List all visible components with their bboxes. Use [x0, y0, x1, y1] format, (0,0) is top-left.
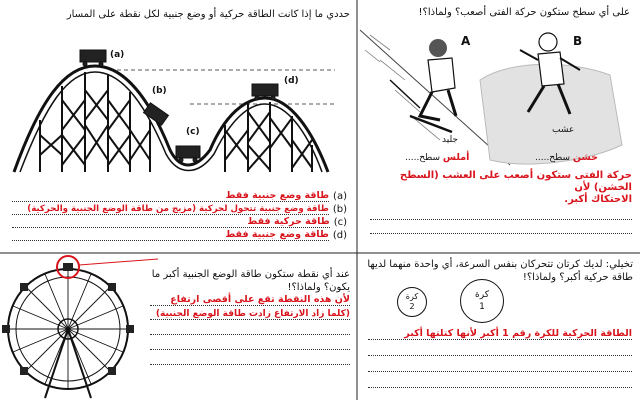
friction-illustration: [360, 20, 640, 180]
answer-b: طاقة وضع جنبية تتحول لحركية (مزيج من طاقة الوضع الجنبية والحركية): [12, 203, 329, 215]
caption-b: خشن سطح.....: [535, 152, 598, 163]
balls-question: تخيلي: لديك كرتان تتحركان بنفس السرعة، أي واحدة منهما لديها طاقة حركية أكبر؟ ولماذا؟!: [367, 259, 633, 283]
label-b: (b): [152, 86, 167, 96]
blank-line: [150, 338, 350, 350]
answer-c: طاقة حركية فقط: [12, 216, 330, 228]
coaster-answers: [12, 190, 347, 241]
ferris-question: عند أي نقطة ستكون طاقة الوضع الجنبية أكبر ما يكون؟ ولماذا؟!: [151, 269, 350, 293]
blank-line: [368, 360, 632, 372]
roller-coaster-diagram: [0, 0, 360, 190]
answer-row: (b) طاقة وضع جنبية تتحول لحركية (مزيج من طاقة الوضع الجنبية والحركية): [12, 203, 347, 215]
answer-row: (c) طاقة حركية فقط: [12, 216, 347, 228]
answer-row: (d) طاقة وضع جنبية فقط: [12, 229, 347, 241]
blank-line: [150, 353, 350, 365]
coaster-question: حددي ما إذا كانت الطاقة حركية أو وضع جنبية لكل نقطة على المسار: [66, 9, 350, 20]
label-A: A: [461, 34, 471, 48]
surface-ice-label: جليد: [442, 135, 458, 145]
blank-line: [370, 222, 632, 234]
blank-line: [368, 376, 632, 388]
ferris-wheel-diagram: [0, 255, 170, 400]
ferris-answer: لأن هذه النقطة تقع على أقصى ارتفاع (كلما زاد الارتفاع زادت طاقة الوضع الجنبية): [150, 294, 350, 365]
answer-a: طاقة وضع جنبية فقط: [12, 190, 329, 202]
skier-figure: [390, 39, 456, 132]
label-d: (d): [284, 76, 299, 86]
caption-a: أملس سطح.....: [405, 152, 470, 163]
label-a: (a): [110, 50, 125, 60]
answer-row: (a) طاقة وضع جنبية فقط: [12, 190, 347, 202]
blank-line: [368, 344, 632, 356]
answer-d: طاقة وضع جنبية فقط: [12, 229, 329, 241]
ball-1: كرة 1: [460, 279, 504, 323]
ball-2: كرة 2: [397, 287, 427, 317]
balls-answer: الطاقة الحركية للكرة رقم 1 أكبر لأنها كتلتها أكبر: [368, 328, 632, 388]
blank-line: [370, 208, 632, 220]
label-c: (c): [186, 127, 200, 137]
friction-question: على أي سطح ستكون حركة الفتى أصعب؟ ولماذا؟!: [418, 7, 630, 18]
blank-line: [150, 323, 350, 335]
label-B: B: [573, 34, 583, 48]
friction-answer: حركة الفتى ستكون أصعب على العشب (السطح الخشن) لأن الاحتكاك أكبر.: [370, 170, 632, 234]
surface-grass-label: عشب: [552, 125, 575, 135]
